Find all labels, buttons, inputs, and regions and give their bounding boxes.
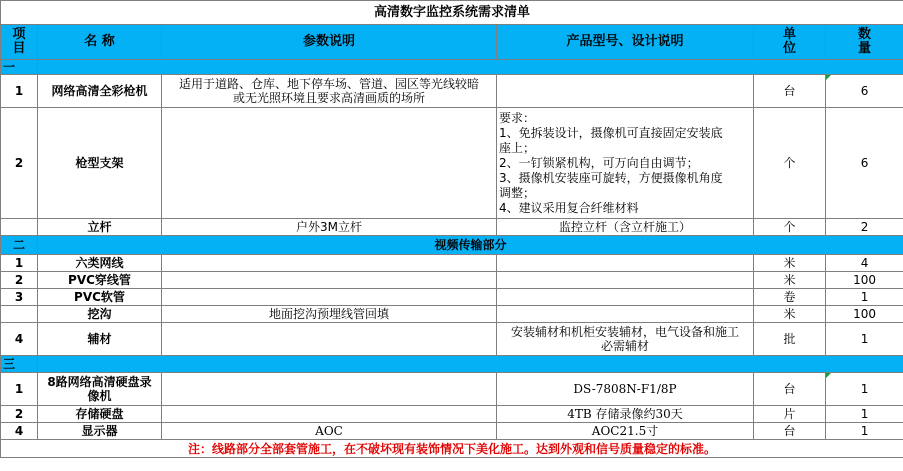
row-model[interactable] [497,289,754,306]
row-name[interactable]: PVC软管 [38,289,162,306]
row-no[interactable] [1,306,38,323]
row-no[interactable]: 2 [1,406,38,423]
row-no[interactable]: 1 [1,373,38,406]
row-no[interactable] [1,219,38,236]
row-model[interactable] [497,255,754,272]
row-qty[interactable]: 100 [826,306,903,323]
row-params[interactable]: 户外3M立杆 [162,219,497,236]
header-name[interactable]: 名 称 [38,25,162,60]
cell-comment-indicator-icon [826,75,831,80]
row-unit[interactable]: 米 [754,272,826,289]
row-qty[interactable]: 100 [826,272,903,289]
row-unit[interactable]: 台 [754,373,826,406]
row-model[interactable]: 安装辅材和机柜安装辅材，电气设备和施工 必需辅材 [497,323,754,356]
row-model[interactable] [497,272,754,289]
row-params[interactable] [162,255,497,272]
row-qty[interactable]: 1 [826,323,903,356]
row-qty[interactable] [826,75,903,108]
row-name[interactable]: 辅材 [38,323,162,356]
row-unit[interactable]: 台 [754,75,826,108]
row-params[interactable] [162,406,497,423]
row-unit[interactable]: 个 [754,219,826,236]
row-name[interactable]: 枪型支架 [38,108,162,219]
row-name[interactable]: 8路网络高清硬盘录 像机 [38,373,162,406]
row-name[interactable]: 显示器 [38,423,162,440]
row-model[interactable]: 监控立杆（含立杆施工） [497,219,754,236]
cell-comment-indicator-icon [826,373,831,378]
row-no[interactable]: 2 [1,108,38,219]
header-unit[interactable]: 单 位 [754,25,826,60]
row-unit[interactable]: 米 [754,306,826,323]
row-no[interactable]: 4 [1,323,38,356]
row-name[interactable]: PVC穿线管 [38,272,162,289]
row-qty[interactable]: 6 [826,108,903,219]
row-qty-value: 6 [860,84,869,98]
row-model[interactable]: DS-7808N-F1/8P [497,373,754,406]
header-qty[interactable]: 数 量 [826,25,903,60]
section-label[interactable]: 一 [1,60,38,75]
row-model[interactable]: AOC21.5寸 [497,423,754,440]
row-qty[interactable]: 2 [826,219,903,236]
row-params[interactable] [162,373,497,406]
row-unit[interactable]: 卷 [754,289,826,306]
row-name[interactable]: 网络高清全彩枪机 [38,75,162,108]
row-unit[interactable]: 批 [754,323,826,356]
section-title[interactable] [38,356,903,373]
row-no[interactable]: 1 [1,255,38,272]
row-params[interactable]: 地面挖沟预埋线管回填 [162,306,497,323]
row-qty[interactable]: 4 [826,255,903,272]
row-model[interactable] [497,75,754,108]
row-no[interactable]: 2 [1,272,38,289]
header-model[interactable]: 产品型号、设计说明 [497,25,754,60]
row-name[interactable]: 存储硬盘 [38,406,162,423]
row-model[interactable] [497,306,754,323]
section-title[interactable] [38,60,903,75]
footer-note[interactable]: 注：线路部分全部套管施工，在不破坏现有装饰情况下美化施工。达到外观和信号质量稳定的标准。 [1,440,903,458]
row-name[interactable]: 六类网线 [38,255,162,272]
row-params[interactable] [162,289,497,306]
row-qty[interactable]: 1 [826,406,903,423]
row-params[interactable] [162,323,497,356]
row-params[interactable]: AOC [162,423,497,440]
row-qty-value: 1 [860,382,869,396]
row-model[interactable]: 4TB 存储录像约30天 [497,406,754,423]
row-params[interactable] [162,272,497,289]
row-unit[interactable]: 个 [754,108,826,219]
section-label[interactable]: 二 [1,236,38,255]
row-no[interactable]: 4 [1,423,38,440]
row-model[interactable]: 要求： 1、免拆装设计，摄像机可直接固定安装底 座上； 2、一钉锁紧机构，可万向自由调节； 3、摄像机安装座可旋转，方便摄像机角度 调整； 4、建议采用复合纤维材料 [497,108,754,219]
row-qty[interactable]: 1 [826,289,903,306]
row-unit[interactable]: 片 [754,406,826,423]
row-no[interactable]: 3 [1,289,38,306]
row-name[interactable]: 挖沟 [38,306,162,323]
row-qty[interactable]: 1 [826,423,903,440]
section-title[interactable]: 视频传输部分 [38,236,903,255]
section-label[interactable]: 三 [1,356,38,373]
row-unit[interactable]: 台 [754,423,826,440]
row-params[interactable] [162,108,497,219]
row-qty[interactable] [826,373,903,406]
header-params[interactable]: 参数说明 [162,25,497,60]
header-item-no[interactable]: 项 目 [1,25,38,60]
row-unit[interactable]: 米 [754,255,826,272]
row-no[interactable]: 1 [1,75,38,108]
row-name[interactable]: 立杆 [38,219,162,236]
sheet-title[interactable]: 高清数字监控系统需求清单 [1,1,903,25]
row-params[interactable]: 适用于道路、仓库、地下停车场、管道、园区等光线较暗 或无光照环境且要求高清画质的场所 [162,75,497,108]
